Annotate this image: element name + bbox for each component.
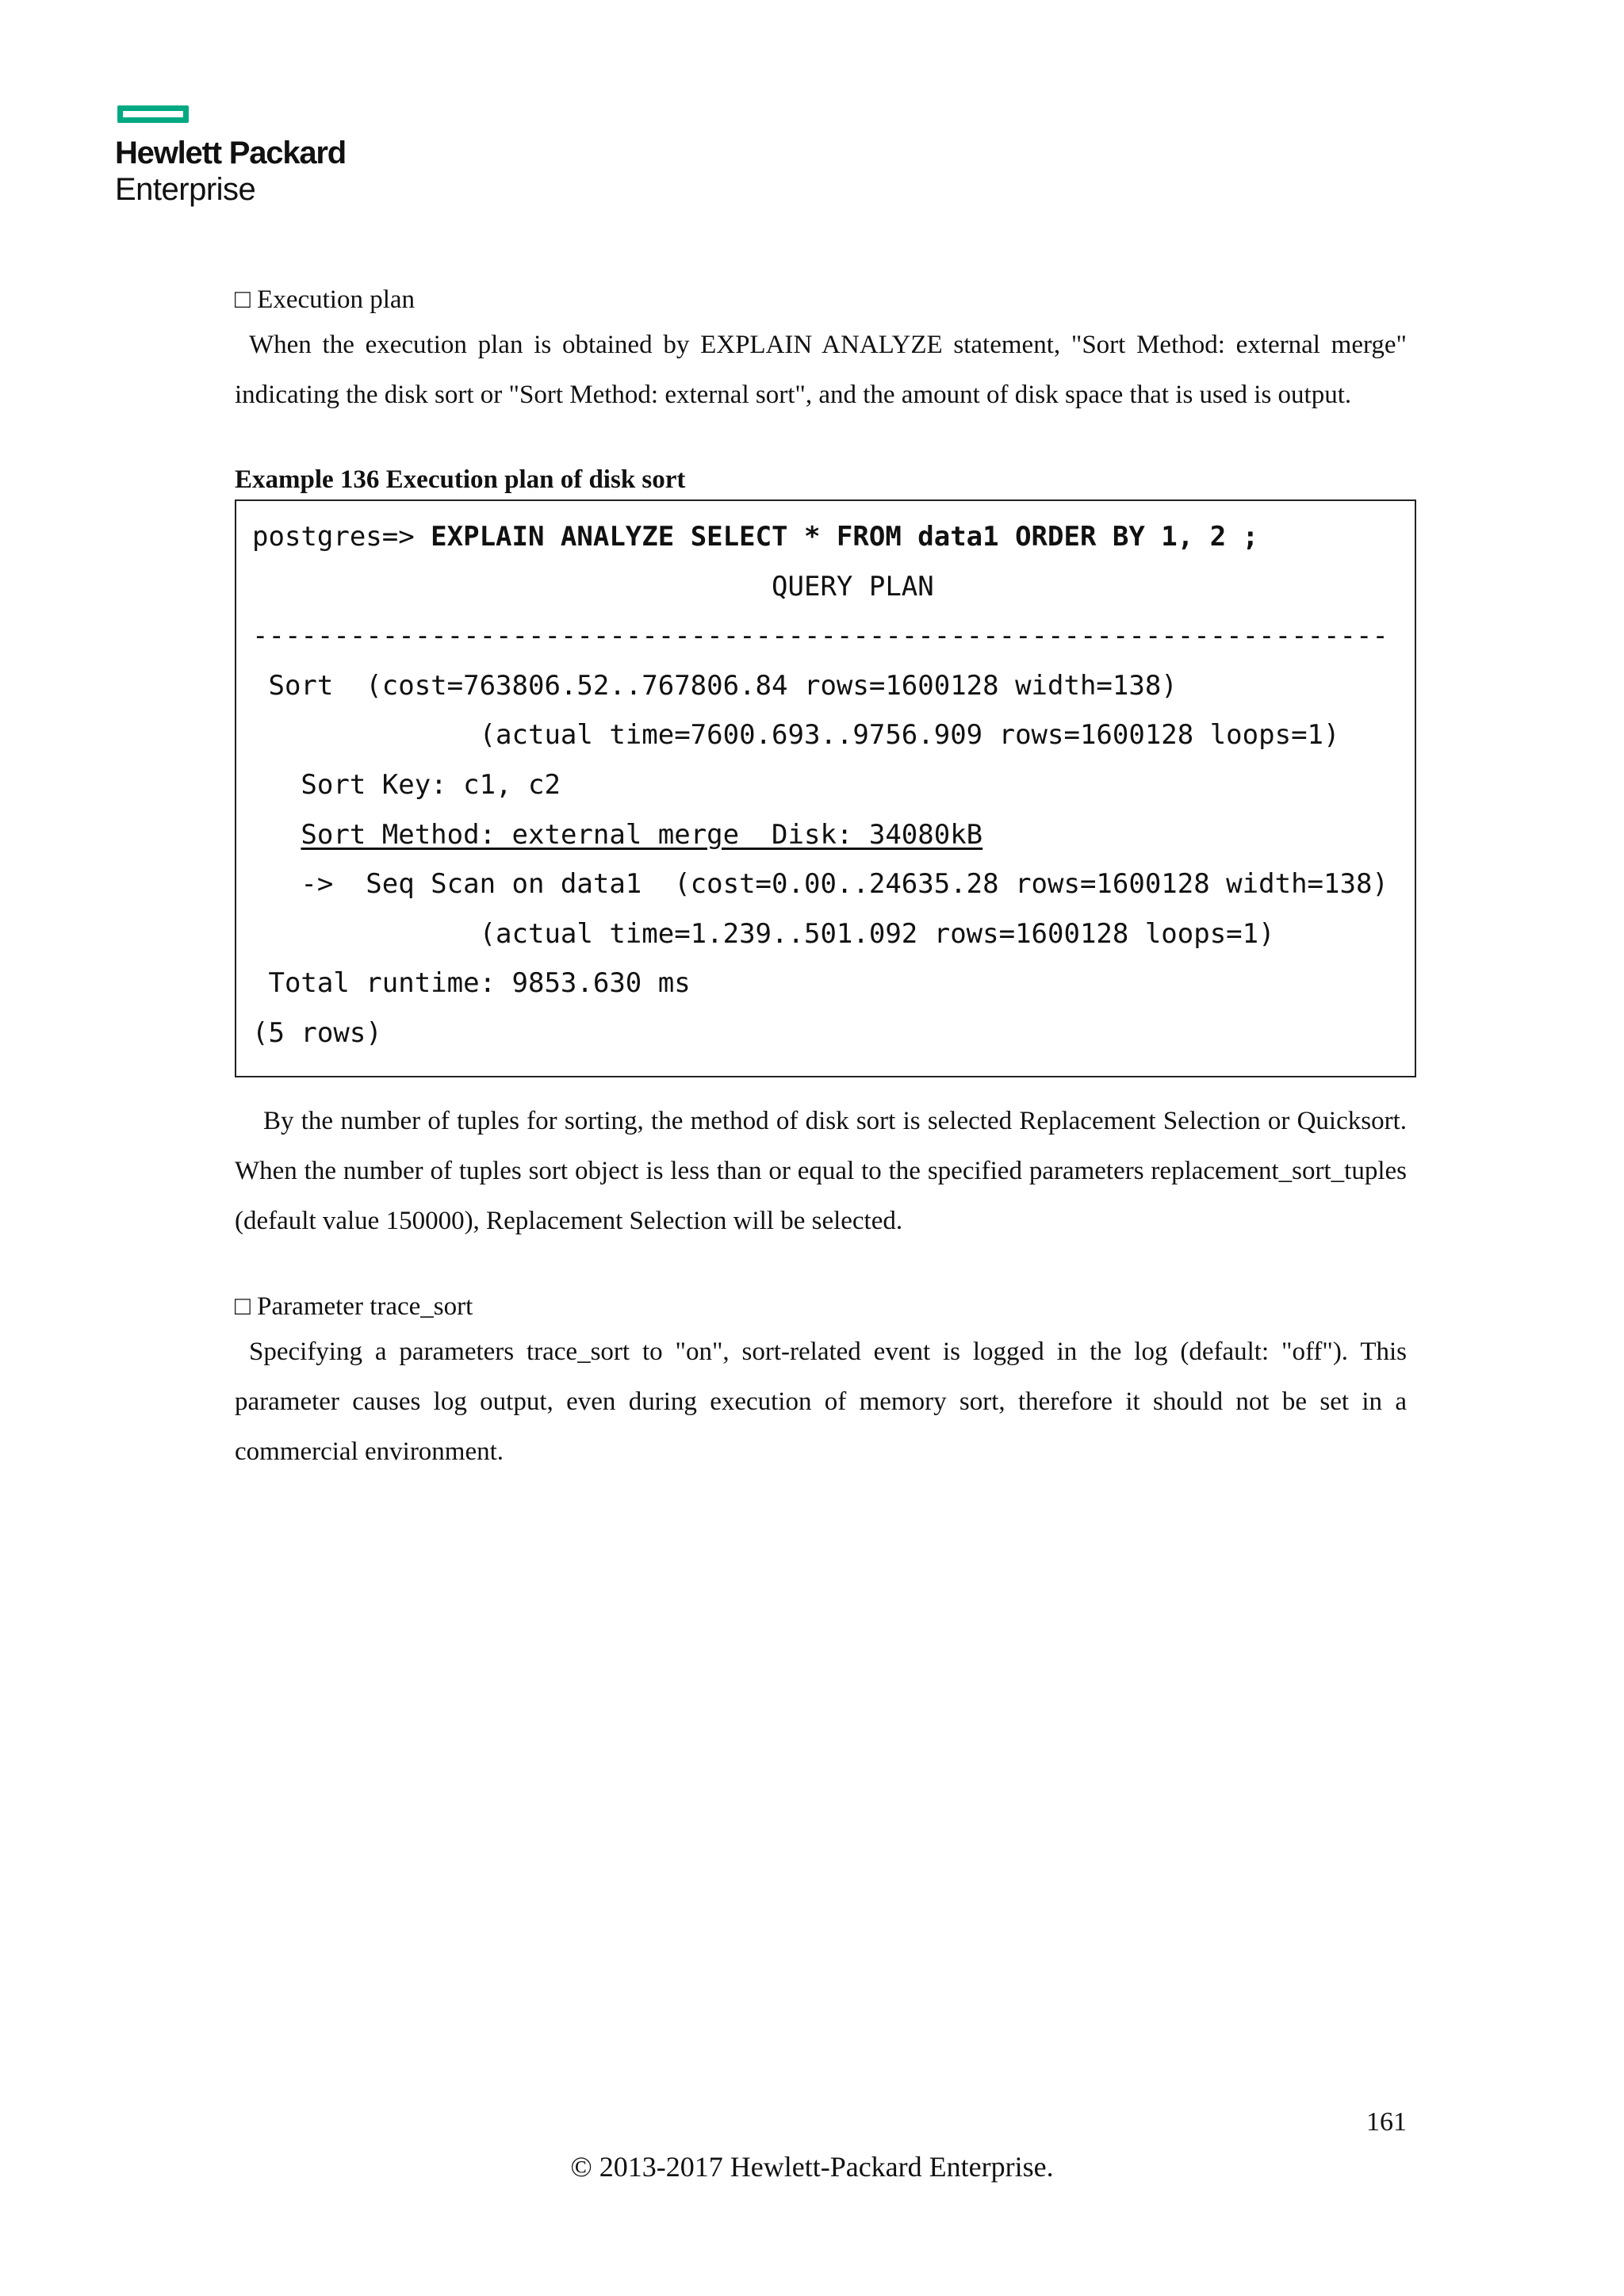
spacer — [235, 1246, 1407, 1286]
example-caption: Example 136 Execution plan of disk sort — [235, 465, 686, 494]
hpe-logo — [115, 105, 369, 216]
code-line: QUERY PLAN — [252, 570, 934, 603]
code-prompt: postgres=> — [252, 521, 431, 553]
code-line-command — [252, 512, 1399, 562]
page-content — [235, 279, 1407, 1477]
logo-text-line1: Hewlett Packard — [115, 136, 347, 170]
spacer — [235, 420, 1407, 460]
code-indent — [252, 819, 301, 851]
code-command: EXPLAIN ANALYZE SELECT * FROM data1 ORDER BY 1, 2 ; — [431, 521, 1259, 553]
section-heading-trace-sort: □ Parameter trace_sort — [235, 1292, 473, 1321]
code-line: (actual time=7600.693..9756.909 rows=1600128 loops=1) — [252, 719, 1340, 752]
code-line: Total runtime: 9853.630 ms — [252, 967, 691, 1000]
paragraph-disk-sort-method: By the number of tuples for sorting, the method of disk sort is selected Replacement Selection or Quicksort. When the number of tuples sort object is less than or equal to the specified parameters replacement_sort_tuples (default value 150000), Replacement Selection will be selected. — [235, 1106, 1407, 1235]
hpe-logo-bar — [117, 105, 189, 123]
copyright-footer: © 2013-2017 Hewlett-Packard Enterprise. — [570, 2151, 1054, 2183]
code-line: -> Seq Scan on data1 (cost=0.00..24635.28 rows=1600128 width=138) — [252, 868, 1388, 901]
code-line-sort-method — [252, 810, 1399, 860]
code-sort-method-underlined: Sort Method: external merge Disk: 34080kB — [301, 818, 983, 851]
code-line: Sort (cost=763806.52..767806.84 rows=1600128 width=138) — [252, 669, 1178, 702]
code-line: (actual time=1.239..501.092 rows=1600128 loops=1) — [252, 917, 1275, 950]
code-line: Sort Key: c1, c2 — [252, 768, 561, 801]
logo-text-line2: Enterprise — [115, 172, 256, 207]
code-block — [235, 499, 1416, 1077]
section-heading-execution-plan: □ Execution plan — [235, 285, 416, 314]
paragraph-trace-sort: Specifying a parameters trace_sort to "on", sort-related event is logged in the log (default: "off"). This parameter causes log output, even during execution of memory sort, therefore it should not be set in a commercial environment. — [235, 1337, 1407, 1466]
code-line: ---------------------------------------------------------------------- — [252, 620, 1388, 652]
page-number: 161 — [1366, 2107, 1407, 2137]
paragraph-execution-plan: When the execution plan is obtained by EXPLAIN ANALYZE statement, "Sort Method: external merge" indicating the disk sort or "Sort Method: external sort", and the amount of disk space that is used is output. — [235, 331, 1407, 409]
code-line: (5 rows) — [252, 1016, 382, 1049]
